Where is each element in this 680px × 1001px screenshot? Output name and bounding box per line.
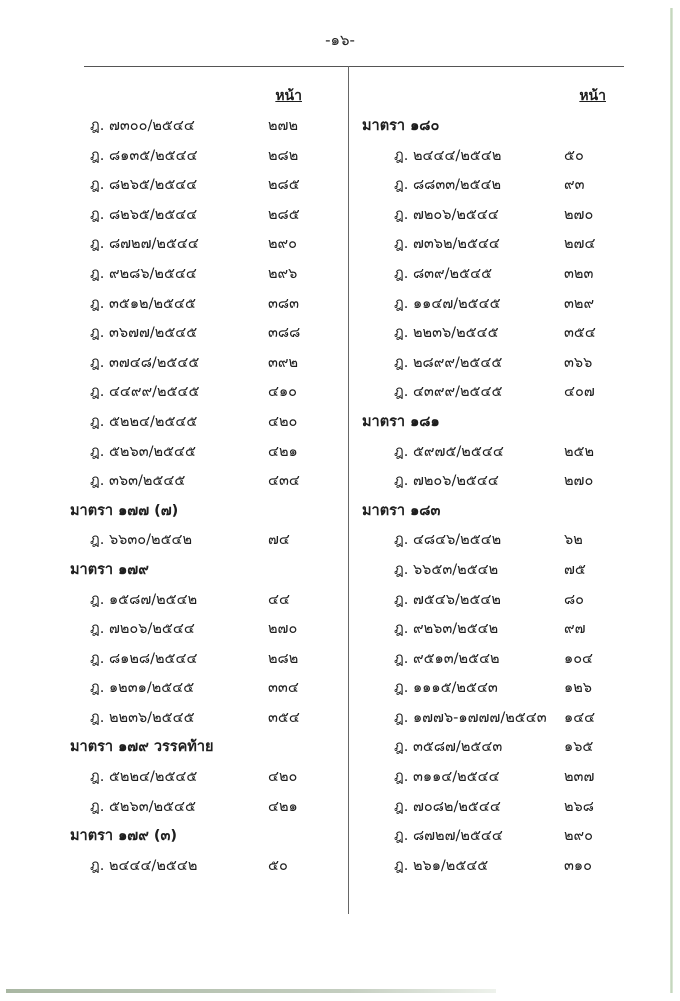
page-column-header: หน้า (275, 88, 302, 104)
page-reference: ๔๑๐ (268, 384, 298, 401)
case-number: ฎ. ๗๓๐๐/๒๕๔๔ (90, 118, 195, 134)
case-number: ฎ. ๘๑๒๘/๒๕๔๔ (90, 650, 198, 667)
index-entry (70, 260, 340, 290)
section-heading: มาตรา ๑๗๙ (70, 561, 149, 578)
index-entry (70, 645, 340, 675)
case-number: ฎ. ๘๓๙/๒๕๔๕ (394, 265, 493, 282)
case-number: ฎ. ๒๔๔๔/๒๕๔๒ (394, 147, 502, 164)
page-reference: ๔๓๔ (268, 473, 300, 490)
page-reference: ๓๙๒ (268, 354, 299, 371)
case-number: ฎ. ๑๒๓๑/๒๕๔๕ (90, 680, 195, 697)
page-reference: ๑๖๕ (564, 739, 594, 756)
index-entry (70, 467, 340, 497)
index-entry (70, 793, 340, 823)
scan-edge-strip (670, 8, 673, 993)
index-entry (362, 378, 624, 408)
page-reference: ๒๖๘ (564, 798, 594, 815)
index-entry (70, 171, 340, 201)
page-reference: ๓๕๔ (564, 325, 596, 342)
case-number: ฎ. ๓๖๗๗/๒๕๔๕ (90, 325, 198, 342)
page-reference: ๓๘๘ (268, 325, 301, 342)
page-reference: ๒๗๐ (564, 206, 594, 223)
page-reference: ๓๕๔ (268, 709, 300, 726)
page-reference: ๒๘๕ (268, 206, 300, 223)
case-number: ฎ. ๕๒๒๔/๒๕๔๕ (90, 413, 198, 430)
index-entry (362, 556, 624, 586)
case-number: ฎ. ๕๙๗๕/๒๕๔๔ (394, 443, 504, 460)
page-reference: ๒๘๒ (268, 147, 299, 164)
page-reference: ๔๔ (268, 591, 290, 608)
page-reference: ๓๑๐ (564, 857, 592, 874)
index-entry (362, 467, 624, 497)
column-header (362, 82, 624, 112)
page-reference: ๒๗๐ (268, 621, 298, 638)
case-number: ฎ. ๙๒๖๓/๒๕๔๒ (394, 621, 499, 638)
right-index-rows (362, 112, 624, 881)
index-entry (362, 526, 624, 556)
case-number: ฎ. ๕๒๖๓/๒๕๔๕ (90, 443, 196, 460)
index-entry (70, 438, 340, 468)
column-divider (348, 66, 349, 914)
page-reference: ๑๒๖ (564, 680, 592, 697)
page-reference: ๒๗๐ (564, 473, 594, 490)
page-reference: ๒๗๔ (564, 236, 596, 253)
index-entry (70, 142, 340, 172)
left-index-rows (70, 112, 340, 881)
case-number: ฎ. ๒๘๙๙/๒๕๔๕ (394, 354, 503, 371)
case-number: ฎ. ๓๕๑๒/๒๕๔๕ (90, 295, 196, 312)
section-heading: มาตรา ๑๗๙ วรรคท้าย (70, 739, 214, 756)
index-entry (362, 645, 624, 675)
case-number: ฎ. ๓๗๔๘/๒๕๔๕ (90, 354, 200, 371)
case-number: ฎ. ๘๒๖๕/๒๕๔๔ (90, 177, 198, 194)
page-reference: ๔๒๑ (268, 798, 298, 815)
page-reference: ๑๔๔ (564, 709, 596, 726)
case-number: ฎ. ๒๖๑/๒๕๔๕ (394, 857, 489, 874)
bottom-rule-divider (6, 989, 496, 993)
index-entry (70, 408, 340, 438)
page-reference: ๘๐ (564, 591, 585, 608)
section-heading: มาตรา ๑๘๐ (362, 118, 440, 134)
case-number: ฎ. ๑๑๔๗/๒๕๔๕ (394, 295, 501, 312)
page-reference: ๒๙๖ (268, 265, 298, 282)
case-number: ฎ. ๘๘๓๓/๒๕๔๒ (394, 177, 502, 194)
index-entry (362, 142, 624, 172)
page-reference: ๒๗๒ (268, 118, 299, 134)
page-reference: ๔๒๑ (268, 443, 298, 460)
case-number: ฎ. ๖๖๕๓/๒๕๔๒ (394, 561, 499, 578)
case-number: ฎ. ๑๗๗๖-๑๗๗๗/๒๕๔๓ (394, 709, 547, 726)
page-reference: ๖๒ (564, 532, 583, 549)
case-number: ฎ. ๗๒๐๖/๒๕๔๔ (394, 206, 499, 223)
index-entry (362, 290, 624, 320)
case-number: ฎ. ๘๗๒๗/๒๕๔๔ (394, 828, 503, 845)
index-entry (70, 112, 340, 142)
index-entry (70, 230, 340, 260)
case-number: ฎ. ๘๒๖๕/๒๕๔๔ (90, 206, 198, 223)
index-entry (70, 586, 340, 616)
page-reference: ๒๘๕ (268, 177, 300, 194)
page-column-header: หน้า (579, 88, 606, 104)
case-number: ฎ. ๓๑๑๔/๒๕๔๔ (394, 769, 500, 786)
index-entry (362, 438, 624, 468)
page-reference: ๙๗ (564, 621, 586, 638)
index-entry (362, 852, 624, 882)
right-index-column (362, 82, 624, 881)
index-entry (362, 763, 624, 793)
page-reference: ๓๓๔ (268, 680, 299, 697)
top-rule-divider (84, 66, 624, 67)
page-reference: ๑๐๔ (564, 650, 594, 667)
page-reference: ๗๕ (564, 561, 586, 578)
case-number: ฎ. ๘๑๓๕/๒๕๔๔ (90, 147, 198, 164)
page-reference: ๓๒๙ (564, 295, 595, 312)
index-entry (70, 349, 340, 379)
case-number: ฎ. ๗๕๔๖/๒๕๔๒ (394, 591, 501, 608)
section-heading: มาตรา ๑๘๑ (362, 413, 440, 430)
case-number: ฎ. ๗๓๖๒/๒๕๔๔ (394, 236, 500, 253)
index-entry (70, 704, 340, 734)
index-entry (70, 319, 340, 349)
index-entry (70, 852, 340, 882)
index-entry (362, 171, 624, 201)
page-reference: ๓๒๓ (564, 265, 594, 282)
page-reference: ๔๐๗ (564, 384, 595, 401)
page-reference: ๓๖๖ (564, 354, 593, 371)
page-reference: ๒๙๐ (268, 236, 298, 253)
section-heading: มาตรา ๑๗๙ (๓) (70, 828, 178, 845)
case-number: ฎ. ๓๕๘๗/๒๕๔๓ (394, 739, 503, 756)
index-entry (70, 290, 340, 320)
page-reference: ๙๓ (564, 177, 585, 194)
case-number: ฎ. ๔๘๔๖/๒๕๔๒ (394, 532, 502, 549)
case-number: ฎ. ๗๐๘๒/๒๕๔๔ (394, 798, 501, 815)
case-number: ฎ. ๖๖๓๐/๒๕๔๒ (90, 532, 193, 549)
page-reference: ๕๐ (268, 857, 288, 874)
case-number: ฎ. ๒๒๓๖/๒๕๔๕ (394, 325, 499, 342)
index-entry (70, 763, 340, 793)
index-entry (70, 526, 340, 556)
page-reference: ๒๙๐ (564, 828, 594, 845)
column-header (70, 82, 340, 112)
index-entry (362, 230, 624, 260)
page-reference: ๓๘๓ (268, 295, 300, 312)
index-entry (362, 704, 624, 734)
index-entry (362, 260, 624, 290)
index-entry (70, 615, 340, 645)
index-entry (70, 378, 340, 408)
case-number: ฎ. ๙๒๘๖/๒๕๔๔ (90, 265, 197, 282)
case-number: ฎ. ๓๖๓/๒๕๔๕ (90, 473, 186, 490)
section-heading: มาตรา ๑๗๗ (๗) (70, 502, 179, 519)
index-entry (362, 615, 624, 645)
page-number: -๑๖- (325, 31, 355, 49)
index-entry (362, 201, 624, 231)
index-entry (70, 201, 340, 231)
page-reference: ๕๐ (564, 147, 584, 164)
index-entry (362, 733, 624, 763)
case-number: ฎ. ๑๑๑๕/๒๕๔๓ (394, 680, 498, 697)
case-number: ฎ. ๗๒๐๖/๒๕๔๔ (394, 473, 499, 490)
case-number: ฎ. ๗๒๐๖/๒๕๔๔ (90, 621, 195, 638)
case-number: ฎ. ๑๕๘๗/๒๕๔๒ (90, 591, 198, 608)
case-number: ฎ. ๒๔๔๔/๒๕๔๒ (90, 857, 198, 874)
left-index-column (70, 82, 340, 881)
index-entry (362, 319, 624, 349)
case-number: ฎ. ๔๔๙๙/๒๕๔๕ (90, 384, 200, 401)
case-number: ฎ. ๕๒๒๔/๒๕๔๕ (90, 769, 198, 786)
page-reference: ๒๘๒ (268, 650, 299, 667)
case-number: ฎ. ๘๗๒๗/๒๕๔๔ (90, 236, 199, 253)
page-reference: ๒๕๒ (564, 443, 595, 460)
index-entry (362, 349, 624, 379)
index-entry (362, 586, 624, 616)
section-heading: มาตรา ๑๘๓ (362, 502, 441, 519)
index-entry (362, 822, 624, 852)
case-number: ฎ. ๕๒๖๓/๒๕๔๕ (90, 798, 196, 815)
index-entry (362, 793, 624, 823)
case-number: ฎ. ๒๒๓๖/๒๕๔๕ (90, 709, 195, 726)
index-entry (70, 674, 340, 704)
page-reference: ๗๔ (268, 532, 290, 549)
page-reference: ๔๒๐ (268, 769, 298, 786)
page-reference: ๔๒๐ (268, 413, 298, 430)
case-number: ฎ. ๙๕๑๓/๒๕๔๒ (394, 650, 500, 667)
case-number: ฎ. ๔๓๙๙/๒๕๔๕ (394, 384, 503, 401)
page-reference: ๒๓๗ (564, 769, 595, 786)
index-entry (362, 674, 624, 704)
